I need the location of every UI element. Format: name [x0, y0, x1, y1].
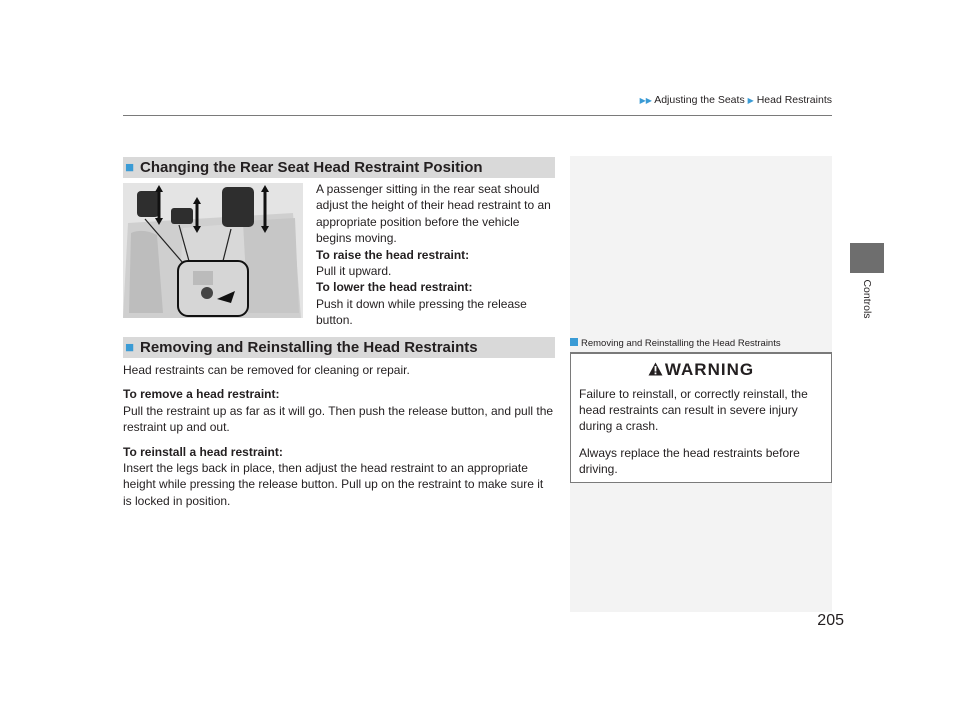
section-title: Changing the Rear Seat Head Restraint Position	[140, 159, 483, 176]
section-heading-remove-reinstall	[123, 337, 555, 358]
chapter-tab-label: Controls	[861, 279, 873, 319]
raise-heading: To raise the head restraint:	[316, 247, 470, 262]
note-ref-icon	[570, 338, 578, 346]
page-number: 205	[817, 612, 844, 629]
section-square-icon: ■	[125, 339, 135, 356]
section-heading-rear-restraint-position	[123, 157, 555, 178]
warning-text-1: Failure to reinstall, or correctly reinstall, the head restraints can result in severe injury during a crash.	[579, 387, 808, 433]
reinstall-heading: To reinstall a head restraint:	[123, 444, 283, 459]
raise-text: Pull it upward.	[316, 264, 392, 279]
remove-heading: To remove a head restraint:	[123, 387, 280, 402]
lower-text: Push it down while pressing the release button.	[316, 296, 527, 328]
warning-triangle-icon	[648, 362, 663, 376]
seat-illustration-svg	[123, 183, 303, 318]
warning-title-text: WARNING	[664, 360, 755, 379]
header-divider	[123, 115, 832, 116]
warning-text-2: Always replace the head restraints before driving.	[579, 446, 800, 476]
note-heading-text: Removing and Reinstalling the Head Restraints	[581, 338, 781, 349]
triangle-right-icon: ▶▶	[639, 96, 652, 105]
breadcrumb-item-seats[interactable]: Adjusting the Seats	[654, 94, 745, 106]
section-2-body	[123, 362, 555, 509]
section-title: Removing and Reinstalling the Head Restraints	[140, 339, 478, 356]
remove-text: Pull the restraint up as far as it will go. Then push the release button, and pull the restraint up and out.	[123, 403, 554, 435]
reinstall-text: Insert the legs back in place, then adjust the head restraint to an appropriate height while pressing the release button. Pull up on the restraint to make sure it is locked in position.	[123, 461, 544, 508]
breadcrumb	[500, 94, 832, 106]
warning-box	[570, 353, 832, 483]
breadcrumb-item-head-restraints[interactable]: Head Restraints	[756, 94, 832, 106]
chapter-tab[interactable]	[855, 265, 879, 345]
section-square-icon: ■	[125, 159, 135, 176]
intro-paragraph: A passenger sitting in the rear seat should adjust the height of their head restraint to an appropriate position before the vehicle begins moving.	[316, 182, 551, 246]
triangle-right-icon: ▶	[747, 96, 754, 105]
warning-title	[571, 360, 831, 380]
section-1-body	[316, 181, 556, 329]
note-heading	[570, 338, 832, 349]
lower-heading: To lower the head restraint:	[316, 280, 473, 295]
rear-seat-head-restraint-illustration	[123, 183, 303, 318]
intro-paragraph: Head restraints can be removed for cleaning or repair.	[123, 363, 410, 377]
